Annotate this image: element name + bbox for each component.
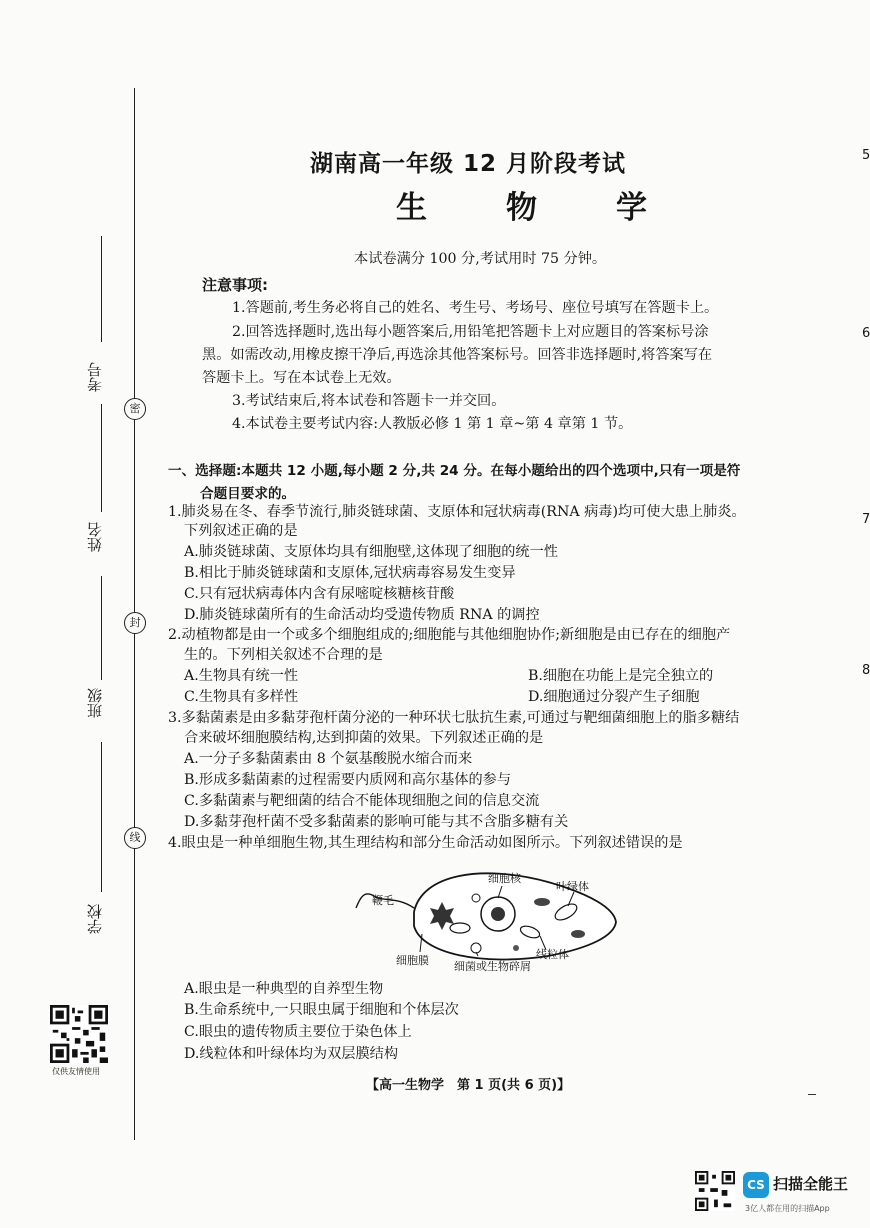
class-field[interactable]: [101, 576, 102, 680]
figure-label-nucleus: 细胞核: [488, 872, 521, 885]
seal-feng: 封: [124, 612, 146, 634]
margin-number: 6: [862, 326, 870, 341]
q1-stem: 1.肺炎易在冬、春季节流行,肺炎链球菌、支原体和冠状病毒(RNA 病毒)均可使大患上肺炎。: [168, 504, 746, 520]
exam-number-field[interactable]: [101, 236, 102, 342]
q4-option-a: A.眼虫是一种典型的自养型生物: [184, 981, 384, 997]
figure-label-chloroplast: 叶绿体: [556, 880, 589, 893]
label-exam-number: 考号: [86, 362, 104, 392]
q3-option-a: A.一分子多黏菌素由 8 个氨基酸脱水缩合而来: [184, 751, 473, 767]
notice-heading: 注意事项:: [202, 276, 268, 294]
notice-item: 2.回答选择题时,选出每小题答案后,用铅笔把答题卡上对应题目的答案标号涂: [232, 324, 709, 340]
label-school: 学校: [86, 904, 104, 934]
mark: [808, 1094, 816, 1095]
section-heading-cont: 合题目要求的。: [200, 486, 296, 502]
q4-option-b: B.生命系统中,一只眼虫属于细胞和个体层次: [184, 1002, 459, 1018]
scanner-logo: CS: [743, 1172, 769, 1198]
euglena-figure: [352, 852, 622, 976]
q1-option-d: D.肺炎链球菌所有的生命活动均受遗传物质 RNA 的调控: [184, 607, 540, 623]
mitochondrion: [571, 930, 585, 938]
q3-stem-cont: 合来破坏细胞膜结构,达到抑菌的效果。下列叙述正确的是: [184, 730, 544, 746]
scanner-tagline: 3亿人都在用的扫描App: [745, 1204, 830, 1213]
figure-label-debris: 细菌或生物碎屑: [454, 960, 531, 973]
q3-stem: 3.多黏菌素是由多黏芽孢杆菌分泌的一种环状七肽抗生素,可通过与靶细菌细胞上的脂多糖结: [168, 710, 740, 726]
qr-code: [48, 1005, 110, 1063]
q1-stem-cont: 下列叙述正确的是: [184, 523, 298, 539]
q3-option-b: B.形成多黏菌素的过程需要内质网和高尔基体的参与: [184, 772, 512, 788]
page-footer: 【高一生物学 第 1 页(共 6 页)】: [366, 1078, 571, 1093]
section-heading: 一、选择题:本题共 12 小题,每小题 2 分,共 24 分。在每小题给出的四个选项中,只有一项是符: [168, 463, 741, 479]
notice-item: 4.本试卷主要考试内容:人教版必修 1 第 1 章~第 4 章第 1 节。: [232, 416, 633, 432]
q3-option-c: C.多黏菌素与靶细菌的结合不能体现细胞之间的信息交流: [184, 793, 540, 809]
qr-caption: 仅供友情使用: [52, 1067, 100, 1076]
q2-stem-cont: 生的。下列相关叙述不合理的是: [184, 647, 383, 663]
notice-item: 1.答题前,考生务必将自己的姓名、考生号、考场号、座位号填写在答题卡上。: [232, 300, 719, 316]
q4-option-c: C.眼虫的遗传物质主要位于染色体上: [184, 1024, 412, 1040]
notice-item: 黑。如需改动,用橡皮擦干净后,再选涂其他答案标号。回答非选择题时,将答案写在: [202, 347, 713, 363]
food-vacuole: [471, 943, 481, 953]
exam-info: 本试卷满分 100 分,考试用时 75 分钟。: [354, 251, 607, 267]
margin-number: 7: [862, 512, 870, 527]
vesicle: [513, 945, 519, 951]
scanner-app-name: 扫描全能王: [773, 1175, 849, 1193]
mitochondrion: [534, 898, 550, 906]
vesicle: [472, 894, 480, 902]
nucleolus: [491, 907, 505, 921]
figure-label-flagellum: 鞭毛: [372, 894, 394, 907]
figure-label-mitochondria: 线粒体: [536, 948, 569, 961]
margin-number: 5: [862, 148, 870, 163]
label-class: 班级: [86, 688, 104, 718]
label-name: 姓名: [86, 522, 104, 552]
subject-title: 生 物 学: [396, 190, 671, 226]
q2-stem: 2.动植物都是由一个或多个细胞组成的;细胞能与其他细胞协作;新细胞是由已存在的细胞产: [168, 627, 731, 643]
q4-option-d: D.线粒体和叶绿体均为双层膜结构: [184, 1046, 399, 1062]
seal-xian: 线: [124, 827, 146, 849]
q2-option-a: A.生物具有统一性: [184, 668, 299, 684]
figure-label-membrane: 细胞膜: [396, 954, 429, 967]
q2-option-d: D.细胞通过分裂产生子细胞: [528, 689, 700, 705]
q1-option-c: C.只有冠状病毒体内含有尿嘧啶核糖核苷酸: [184, 586, 455, 602]
q2-option-c: C.生物具有多样性: [184, 689, 299, 705]
q2-option-b: B.细胞在功能上是完全独立的: [528, 668, 714, 684]
watermark-qr-code: [695, 1171, 735, 1211]
q4-stem: 4.眼虫是一种单细胞生物,其生理结构和部分生命活动如图所示。下列叙述错误的是: [168, 835, 683, 851]
notice-item: 3.考试结束后,将本试卷和答题卡一并交回。: [232, 393, 506, 409]
q1-option-a: A.肺炎链球菌、支原体均具有细胞壁,这体现了细胞的统一性: [184, 544, 558, 560]
q1-option-b: B.相比于肺炎链球菌和支原体,冠状病毒容易发生变异: [184, 565, 516, 581]
notice-item: 答题卡上。写在本试卷上无效。: [202, 370, 401, 386]
name-field[interactable]: [101, 404, 102, 512]
exam-title: 湖南高一年级 12 月阶段考试: [310, 151, 627, 177]
seal-mi: 密: [124, 398, 146, 420]
q3-option-d: D.多黏芽孢杆菌不受多黏菌素的影响可能与其不含脂多糖有关: [184, 814, 569, 830]
chloroplast: [450, 923, 470, 933]
margin-number: 8: [862, 663, 870, 678]
school-field[interactable]: [101, 742, 102, 892]
